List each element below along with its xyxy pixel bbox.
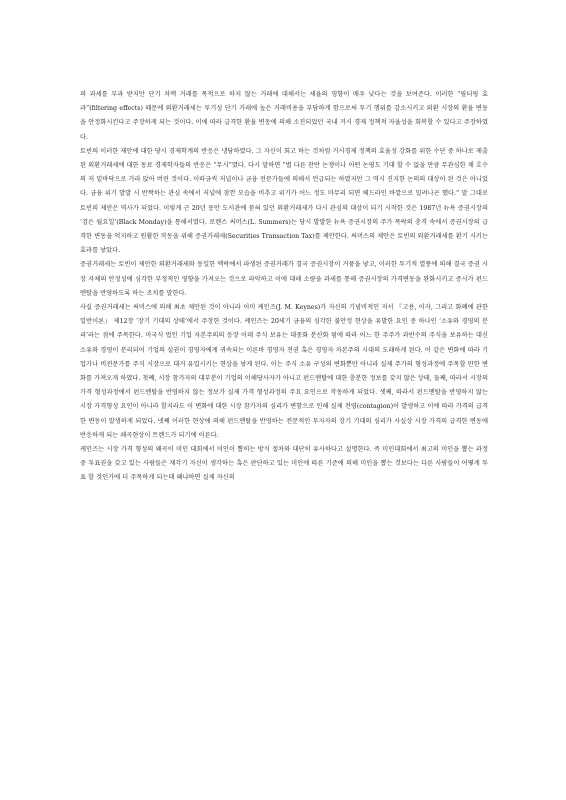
document-page — [80, 88, 488, 486]
paragraph-3: 증권거래세는 토빈이 제안한 외환거래세와 동일한 맥락에서 파생된 증권거래가 결국 증권시장이 거품을 낳고, 이러한 투기적 열풍에 의해 결국 증권 시장 자체의 안정성에 심각한 부정적인 영향을 가져오는 것으로 파악하고 이에 대해 소량을 과세를 통해 증권시장의 가격변동을 완화시키고 증시가 펀드멘탈을 반영하도록 하는 조치를 말한다. — [80, 261, 488, 297]
paragraph-4: 사실 증권거래세는 써머스에 의해 최초 제안된 것이 아니라 이미 케인즈(J. M. Keynes)가 자신의 기념비적인 저서 『고용, 이자, 그리고 화폐에 관한 일반이론』 제12장 ‘장기 기대의 상태’에서 주장한 것이다. 케인즈는 20세기 금융의 심각한 불안정 현상을 유발한 요인 중 하나인 ‘소유와 경영의 분리’라는 점에 주목한다. 미국식 법인 기업 자본주의의 등장 이래 주식 보유는 대중화 분산화 됨에 따라 어느 한 주주가 과반수의 주식을 보유하는 대신 소유와 경영이 분리되어 기업의 실권이 경영자에게 귀속되는 이른바 경영자 전권 혹은 경영자 자본주의 시대의 도래하게 된다. 이 같은 변화에 따라 기업가나 비전문가를 주식 시장으로 대거 유입시키는 현상을 낳게 된다. 이는 주식 소유 구성의 변화뿐만 아니라 실제 주가의 형성과정에 주목할 만한 변화를 가져오게 하였다. 첫째, 시장 참가자의 대부분이 기업의 이해당사자가 아니고 펀드멘탈에 대한 충분한 정보를 갖지 않은 상태, 둘째, 따라서 시장의 가격 형성과정에서 펀드멘탈을 반영하지 않는 정보가 실제 가격 형성과정의 주요 요인으로 작동하게 되었다. 셋째, 따라서 펀드멘탈을 반영하지 않는 시장 가격형성 요인이 아니라 할지라도 이 변화에 대한 시장 참가자의 심리가 변함으로 인해 실제 전염(contagion)이 발생하고 이에 따라 가격의 급격한 변동이 발생하게 되었다. 넷째 이러한 현상에 의해 펀드멘탈을 반영하는 전문적인 투자자의 장기 기대의 심리가 사실상 시장 가격의 급격한 변동에 반응하게 되는 쇄곡현상이 트렌드가 되기에 이른다. — [80, 304, 488, 439]
paragraph-2: 토빈의 이러한 제안에 대한 당시 경제학계의 반응은 냉담하였다. 그 자신이 회고 하는 것처럼 거시경제 정책의 효율성 강화를 위한 수단 중 하나로 제출된 외환거래세에 대한 동료 경제학자들의 반응은 “무시”였다. 다시 말하면 “별 다른 찬반 논쟁이나 어떤 논평도 기대 할 수 없을 만큼 무관심한 채 호수의 저 밑바닥으로 가라 앉아 버린 것이다. 이따금씩 저널이나 금융 전문가들에 의해서 언급되는 하였지만 그 역시 진지한 논의의 대상이 된 것은 아니었다. 금융 위기 발발 시 반짝하는 관심 속에서 저널에 잠깐 모습을 비추고 위기가 어느 정도 마무리 되면 헤드라인 바깥으로 밀려나곤 했다.” 말 그대로 토빈의 제안은 역사가 되었다. 이렇게 근 20년 동안 도서관에 묻혀 있던 외환거래세가 다시 관심의 대상이 되기 시작한 것은 1987년 뉴욕 증권시장의 ‘검은 월요일’(Black Monday)을 통해서였다. 로렌스 써머스(L. Summers)는 당시 발발한 뉴욕 증권시장의 주가 폭락의 충격 속에서 증권시장의 급격한 변동을 억지하고 원활한 작동을 위해 증권거래세(Securities Transaction Tax)를 제안한다. 써머스의 제안은 토빈의 외환거래세를 환기 시키는 효과를 낳았다. — [80, 147, 488, 255]
paragraph-5: 케인즈는 시장 가격 형성의 왜곡이 미인 대회에서 미인이 뽑히는 방식 절차와 대단히 유사하다고 설명한다. 즉 미인대회에서 최고의 미인을 뽑는 과정 중 투표권을 갖고 있는 사람들은 제각기 자신이 생각하는 혹은 판단하고 있는 미인에 따른 기준에 의해 미인을 뽑는 것보다는 다른 사람들이 어떻게 투표 할 것인가에 더 주목하게 되는데 왜냐하면 실제 자신의 — [80, 446, 488, 482]
paragraph-1: 의 과세를 부과 받지만 단기 차액 거래를 목적으로 하지 않는 거래에 대해서는 세율의 영향이 매우 낮다는 것을 보여준다. 이러한 “필터링 효과”(filtering effects) 때문에 외환거래세는 투기성 단기 거래에 높은 거래비용을 부담하게 함으로써 투기 행위를 감소시키고 외환 시장의 환율 변동을 안정화시킨다고 주장하게 되는 것이다. 이에 따라 급격한 환율 변동에 의해 소진되었던 국내 거시 경제 정책적 자율성을 회복할 수 있다고 주장하였다. — [80, 91, 488, 141]
